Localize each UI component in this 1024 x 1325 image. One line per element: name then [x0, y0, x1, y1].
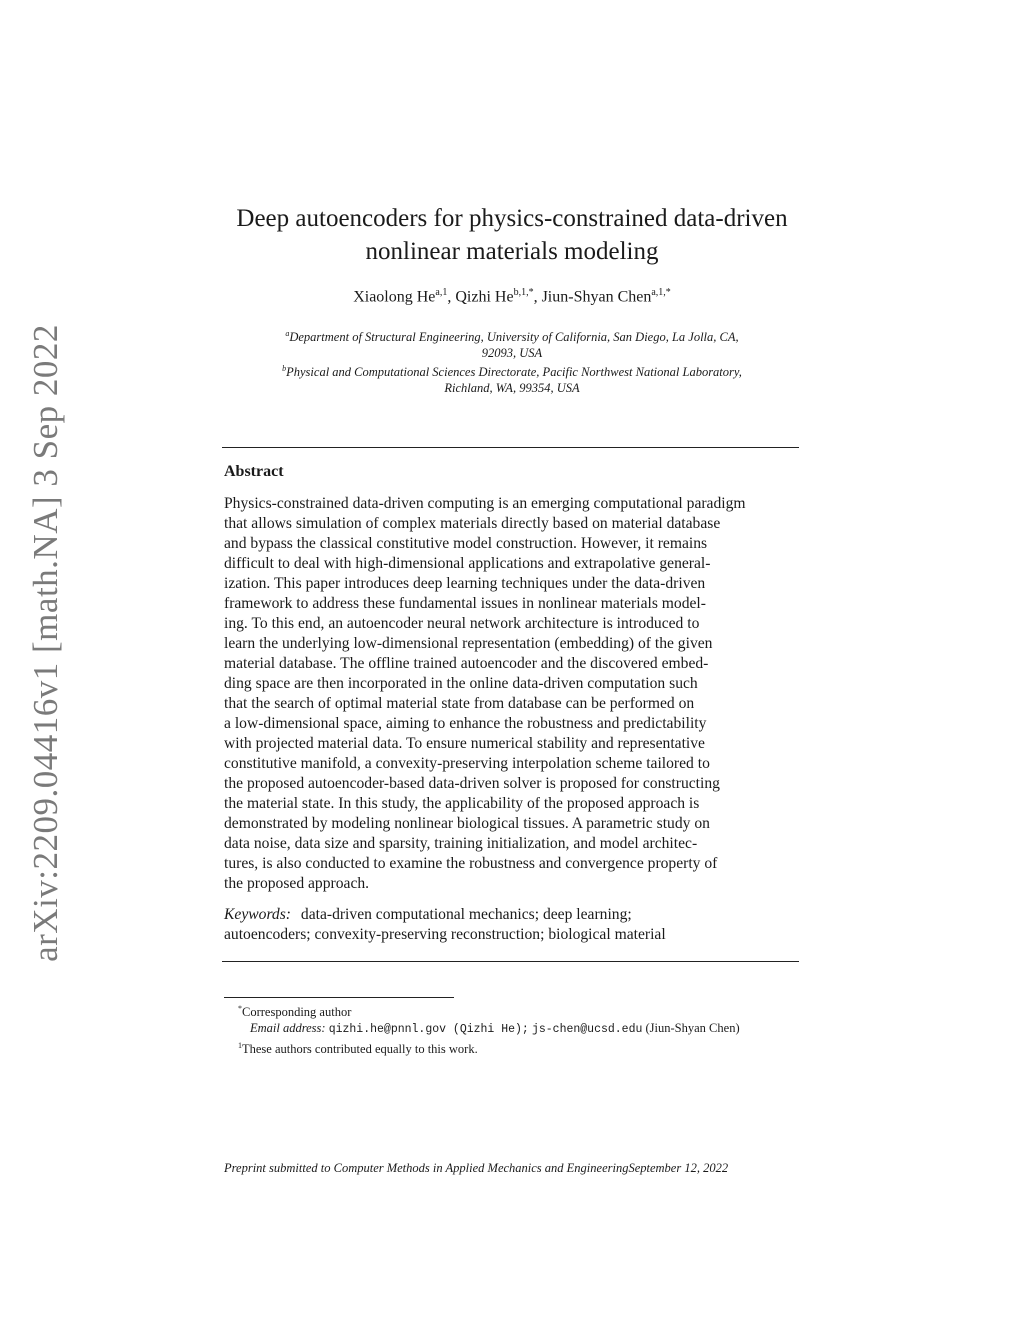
title-line: nonlinear materials modeling: [365, 238, 659, 265]
footnote-corresponding: [238, 1001, 808, 1020]
keywords-label: Keywords:: [224, 906, 291, 923]
abstract-top-rule: [222, 447, 799, 448]
abstract-bottom-rule: [222, 961, 799, 962]
footnote-mark: *: [238, 1004, 242, 1013]
abstract-line: difficult to deal with high-dimensional applications and extrapolative general-: [224, 555, 711, 572]
abstract-line: constitutive manifold, a convexity-preserving interpolation scheme tailored to: [224, 755, 710, 772]
footnote-text: These authors contributed equally to this work.: [242, 1042, 478, 1057]
paper-title: [200, 202, 824, 268]
keywords-line: [224, 905, 802, 925]
abstract-line: demonstrated by modeling nonlinear biological tissues. A parametric study on: [224, 815, 710, 832]
abstract-line: with projected material data. To ensure numerical stability and representative: [224, 735, 705, 752]
footnote-mark: 1: [238, 1041, 242, 1051]
email-label: Email address:: [250, 1021, 326, 1036]
affiliation-line: Department of Structural Engineering, University of California, San Diego, La Jolla, CA,: [289, 330, 739, 345]
affiliation-b: [222, 361, 802, 396]
arxiv-identifier-stamp: [18, 324, 73, 962]
affiliation-mark: a: [285, 329, 290, 338]
abstract-line: framework to address these fundamental issues in nonlinear materials model-: [224, 595, 706, 612]
author-list: [200, 287, 824, 306]
footnote-text: Corresponding author: [242, 1005, 352, 1020]
footnotes: [238, 1001, 808, 1057]
abstract-line: that the search of optimal material state from database can be performed on: [224, 695, 695, 712]
abstract-line: Physics-constrained data-driven computing is an emerging computational paradigm: [224, 495, 746, 512]
keywords: [224, 905, 802, 945]
author-affiliation-mark: b,1,*: [513, 287, 534, 298]
abstract-line: data noise, data size and sparsity, training initialization, and model architec-: [224, 835, 698, 852]
arxiv-identifier-text: arXiv:2209.04416v1 [math.NA] 3 Sep 2022: [25, 324, 65, 962]
abstract-body: [224, 494, 822, 894]
author-name: Jiun-Shyan Chen: [541, 288, 652, 306]
abstract-line: ding space are then incorporated in the online data-driven computation such: [224, 675, 698, 692]
author-name: Xiaolong He: [353, 288, 436, 306]
email-owner: (Jiun-Shyan Chen): [645, 1021, 740, 1036]
abstract-line: that allows simulation of complex materials directly based on material database: [224, 515, 721, 532]
author-name: Qizhi He: [455, 288, 514, 306]
affiliations: [222, 326, 802, 396]
affiliation-a: [222, 326, 802, 361]
author-separator: ,: [533, 288, 542, 306]
keywords-line: autoencoders; convexity-preserving reconstruction; biological material: [224, 926, 666, 943]
abstract-line: learn the underlying low-dimensional representation (embedding) of the given: [224, 635, 713, 652]
preprint-footer: Preprint submitted to Computer Methods in Applied Mechanics and EngineeringSeptember 12, 2022: [224, 1161, 729, 1175]
abstract-line: the proposed autoencoder-based data-driven solver is proposed for constructing: [224, 775, 720, 792]
affiliation-line: 92093, USA: [481, 346, 543, 361]
title-line: Deep autoencoders for physics-constrained data-driven: [236, 205, 788, 232]
footnote-rule: [224, 997, 454, 998]
email-link-chen[interactable]: js-chen@ucsd.edu: [531, 1023, 643, 1037]
abstract-line: a low-dimensional space, aiming to enhance the robustness and predictability: [224, 715, 707, 732]
abstract-line: ing. To this end, an autoencoder neural network architecture is introduced to: [224, 615, 700, 632]
author-affiliation-mark: a,1: [435, 287, 448, 298]
footnote-email: [238, 1020, 808, 1038]
keywords-text: data-driven computational mechanics; deep learning;: [300, 906, 632, 923]
footnote-equal-contribution: [238, 1038, 808, 1057]
affiliation-mark: b: [282, 364, 287, 374]
abstract-line: tures, is also conducted to examine the robustness and convergence property of: [224, 855, 718, 872]
affiliation-line: Richland, WA, 99354, USA: [444, 381, 580, 396]
abstract-line: material database. The offline trained autoencoder and the discovered embed-: [224, 655, 709, 672]
author-separator: ,: [447, 288, 456, 306]
email-link-qizhi[interactable]: qizhi.he@pnnl.gov (Qizhi He);: [328, 1023, 529, 1037]
abstract-line: the proposed approach.: [224, 875, 370, 892]
abstract-heading: Abstract: [224, 463, 284, 480]
affiliation-line: Physical and Computational Sciences Directorate, Pacific Northwest National Laboratory,: [286, 365, 742, 380]
abstract-line: and bypass the classical constitutive model construction. However, it remains: [224, 535, 708, 552]
author-affiliation-mark: a,1,*: [651, 287, 671, 298]
abstract-line: the material state. In this study, the applicability of the proposed approach is: [224, 795, 700, 812]
abstract-line: ization. This paper introduces deep learning techniques under the data-driven: [224, 575, 706, 592]
